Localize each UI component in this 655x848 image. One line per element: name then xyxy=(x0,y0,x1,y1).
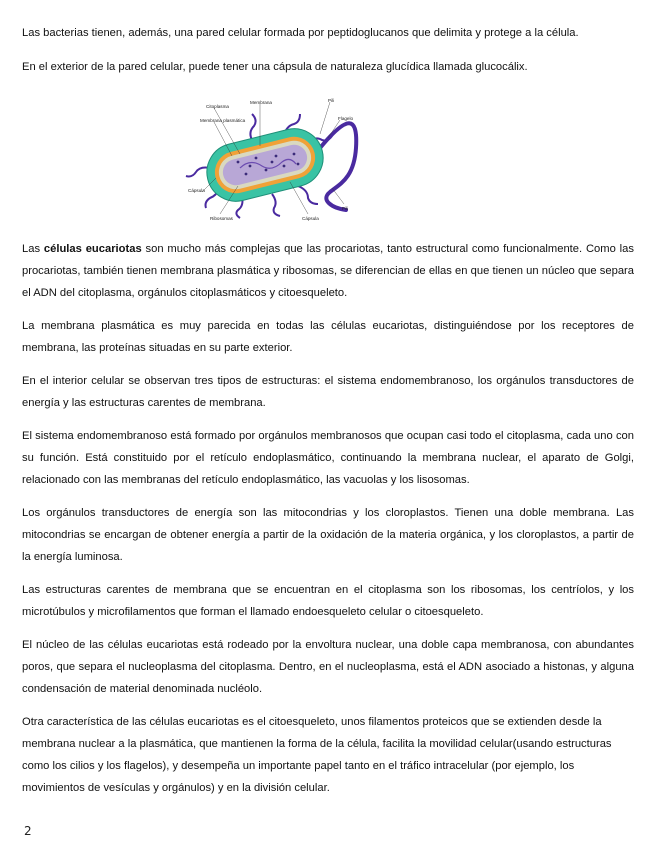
page-body xyxy=(22,22,634,799)
label-flagellum: Flagelo xyxy=(338,116,354,121)
structures-paragraph: En el interior celular se observan tres tipos de estructuras: el sistema endomembranoso, los orgánulos transductores de energía y las estructuras carentes de membrana. xyxy=(22,375,634,409)
intro-paragraph-2: En el exterior de la pared celular, puede tener una cápsula de naturaleza glucídica llamada glucocálix. xyxy=(22,61,528,73)
bacteria-diagram xyxy=(180,96,370,224)
label-cytoplasm: Citoplasma xyxy=(206,104,229,109)
energy-organelles-paragraph: Los orgánulos transductores de energía son las mitocondrias y los cloroplastos. Tienen una doble membrana. Las mitocondrias se encargan de obtener energía a partir de la oxidación de la materia orgánica, y los cloroplastos, a partir de la energía luminosa. xyxy=(22,507,634,563)
eukaryotes-term: células eucariotas xyxy=(43,243,142,255)
label-capsule-left: Cápsula xyxy=(188,188,205,193)
membrane-paragraph: La membrana plasmática es muy parecida en todas las células eucariotas, distinguiéndose por los receptores de membrana, las proteínas situadas en su parte exterior. xyxy=(22,320,634,354)
intro-paragraph-1: Las bacterias tienen, además, una pared celular formada por peptidoglucanos que delimita y protege a la célula. xyxy=(22,27,579,39)
label-ribosomes: Ribosomas xyxy=(210,216,233,221)
page-number: 2 xyxy=(24,824,32,838)
endomembrane-paragraph: El sistema endomembranoso está formado por orgánulos membranosos que ocupan casi todo el citoplasma, cada uno con su función. Está constituido por el retículo endoplasmático, continuando la membrana nuclear, el aparato de Golgi, relacionado con las membranas del retículo endoplasmático, las vacuolas y los lisosomas. xyxy=(22,430,634,486)
label-plasma-membrane: Membrana plasmática xyxy=(200,118,246,123)
non-membrane-paragraph: Las estructuras carentes de membrana que se encuentran en el citoplasma son los ribosomas, los centríolos, y los microtúbulos y microfilamentos que forman el llamado endoesqueleto celular o citoesqueleto. xyxy=(22,584,634,618)
nucleus-paragraph: El núcleo de las células eucariotas está rodeado por la envoltura nuclear, una doble capa membranosa, con abundantes poros, que separa el nucleoplasma del citoplasma. Dentro, en el nucleoplasma, está el ADN asociado a histonas, y alguna condensación de material denominada nucléolo. xyxy=(22,639,634,695)
eukaryotes-paragraph: Las células eucariotas son mucho más complejas que las procariotas, tanto estructural como funcionalmente. Como las procariotas, también tienen membrana plasmática y ribosomas, se diferencian de ellas en que tienen un núcleo que separa el ADN del citoplasma, orgánulos citoplasmáticos y citoesqueleto. xyxy=(22,243,634,299)
label-membrane: Membrana xyxy=(250,100,272,105)
label-pili-top: Pili xyxy=(328,98,335,103)
cytoskeleton-paragraph: Otra característica de las células eucariotas es el citoesqueleto, unos filamentos proteicos que se extienden desde la membrana nuclear a la plasmática, que mantienen la forma de la célula, facilita la movilidad celular(usando estructuras como los cilios y los flagelos), y desempeña un importante papel tanto en el tráfico intracelular (por ejemplo, los movimientos de vesículas y orgánulos) y en la división celular. xyxy=(22,716,612,794)
label-pili-bottom: Pili xyxy=(342,206,349,211)
label-capsule-bottom: Cápsula xyxy=(302,216,319,221)
